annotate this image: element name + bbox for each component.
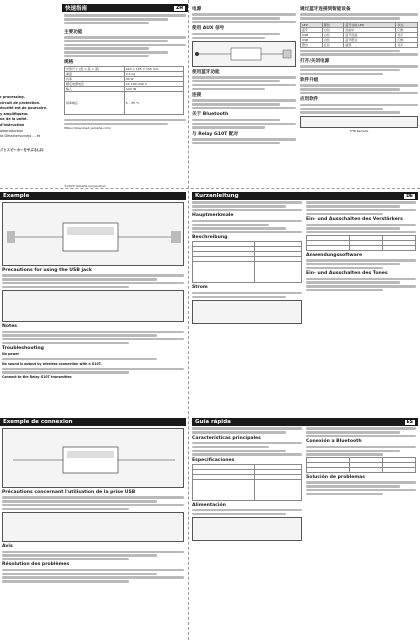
strip-note: ジとスピーカーをやぶる(ぶ) <box>0 147 44 152</box>
cell: 白色 <box>322 37 344 42</box>
de-h-0: Hauptmerkmale <box>192 213 234 219</box>
cell: 蓝牙 <box>301 27 323 32</box>
table-row <box>307 245 416 250</box>
spec-key: 频率响应 <box>65 92 125 115</box>
strip-line-4: ue de la unité. <box>0 117 28 122</box>
spec-key: 额定电源电压 <box>65 82 125 87</box>
led-status-table <box>300 22 418 48</box>
connection-example-panel-en <box>0 192 186 412</box>
tw-update-title: 软件升级 <box>300 78 319 84</box>
zh-title-bar <box>62 4 188 12</box>
fr-notes-title: Avis <box>2 544 13 550</box>
cell: 闪烁 <box>396 37 418 42</box>
zh-bt-title: 使用蓝牙功能 <box>192 69 220 75</box>
zh-reset-title: 关于 Bluetooth <box>192 112 229 118</box>
kurzanleitung-panel <box>192 192 418 412</box>
fr-amp-diagram-svg <box>3 429 185 487</box>
es-title: Guía rápida <box>195 419 231 425</box>
tw-open-title: 打开/关闭电源 <box>300 58 330 64</box>
de-spec-table <box>192 241 302 283</box>
spec-value: 4.4 kg <box>124 72 183 77</box>
zh-quick-guide-panel <box>62 4 188 184</box>
de-h-2: Strom <box>192 285 208 291</box>
en-title: Example <box>3 193 30 199</box>
fr-title: Exemple de connexion <box>3 419 73 425</box>
spec-key: 功率 <box>65 77 125 82</box>
spec-value: AC 100–240 V <box>124 82 183 87</box>
zh-tag: ZH <box>175 5 183 11</box>
zh-spec-title: 规格 <box>64 60 74 66</box>
cell: 警告 <box>301 42 323 47</box>
col-header: 状态 <box>396 22 418 27</box>
table-row <box>307 468 416 473</box>
usb-figure <box>2 290 184 322</box>
zh-connect-title: 连接 <box>192 93 202 99</box>
en-precautions-title: Precautions for using the USB jack <box>2 268 92 273</box>
es-led-table <box>306 457 416 473</box>
fold-line-horizontal <box>0 188 420 189</box>
en-trouble-item-1: No sound is output by wireless connection with a G10T. <box>2 361 102 366</box>
strip-line-2: écurité est de pourcoire. <box>0 106 48 111</box>
es-tag: ES <box>406 419 413 425</box>
es-spec-table <box>192 464 302 501</box>
bt-connection-panel <box>300 4 418 184</box>
top-left-strip <box>0 0 60 190</box>
cell: 亮灯 <box>396 42 418 47</box>
de-h-5: Ein- und Ausschalten des Tones <box>306 271 388 277</box>
cell: 错误 <box>344 42 396 47</box>
zh-intro <box>62 12 188 27</box>
de-h-1: Beschreibung <box>192 235 228 241</box>
copyright: ©2020 Yamaha Corporation <box>64 184 107 188</box>
en-title-bar <box>0 192 186 200</box>
strip-line-0: r processing. <box>0 95 25 99</box>
fr-trouble-title: Résolution des problèmes <box>2 562 70 568</box>
table-row <box>301 42 418 47</box>
col-header: 颜色 <box>322 22 344 27</box>
de-h-4: Anwendungssoftware <box>306 252 363 258</box>
cell: 亮灯 <box>396 32 418 37</box>
fr-usb-figure <box>2 512 184 542</box>
de-title: Kurzanleitung <box>195 193 239 199</box>
spec-value: 420 × 195 × 155 mm <box>124 67 183 72</box>
cell: USB <box>301 32 323 37</box>
connection-example-panel-fr <box>0 418 186 640</box>
zh-footnote <box>62 115 188 132</box>
de-title-bar <box>192 192 418 200</box>
en-notes-title: Notes <box>2 324 18 330</box>
connection-diagram <box>192 41 296 67</box>
en-trouble-item-0: No power <box>2 352 20 357</box>
zh-features-list <box>62 36 188 57</box>
cell: 白色 <box>322 27 344 32</box>
cell: 蓝牙连接 <box>344 32 396 37</box>
cell: 蓝牙配对 <box>344 37 396 42</box>
zh-spec-table <box>64 66 184 115</box>
cell: 白色 <box>322 32 344 37</box>
spec-key: 重量 <box>65 72 125 77</box>
es-h-3: Conexión a Bluetooth <box>306 439 362 445</box>
strip-line-7: ta Dessinervicnejo ... et <box>0 134 41 139</box>
de-tag: DE <box>406 193 413 199</box>
zh-features-title: 主要功能 <box>64 29 83 35</box>
fold-line-vertical <box>188 0 189 640</box>
col-header: 蓝牙功能 LED <box>344 22 396 27</box>
es-h-0: Características principales <box>192 435 261 441</box>
spec-value: AUX IN <box>124 87 183 92</box>
zh-aux-title: 使用 AUX 信号 <box>192 26 225 32</box>
amp-diagram-svg <box>3 203 185 265</box>
spec-value: 5 – 35 °C <box>124 92 183 115</box>
zh-usage-panel <box>192 4 296 184</box>
de-h-3: Ein- und Ausschalten des Verstärkers <box>306 217 403 223</box>
es-h-4: Solución de problemas <box>306 475 365 481</box>
en-trouble-item-2: Connect to the Relay G10T transmitter. <box>2 375 73 380</box>
en-trouble-title: Troubleshooting <box>2 346 44 352</box>
wiring-diagram-svg <box>193 42 295 66</box>
table-row <box>193 479 302 500</box>
thr-remote-label: THR Remote <box>349 128 369 133</box>
es-title-bar <box>192 418 418 426</box>
table-row <box>193 262 302 283</box>
es-h-2: Alimentación <box>192 502 226 508</box>
de-led-table <box>306 235 416 251</box>
table-row <box>65 92 184 115</box>
cell: USB <box>301 37 323 42</box>
zh-title: 快速指南 <box>65 6 88 12</box>
strip-line-1: circuit de protection. <box>0 100 41 105</box>
amp-connection-figure <box>2 202 184 266</box>
thr-remote-box <box>300 116 418 133</box>
de-power-figure <box>192 300 302 324</box>
strip-line-3: y amplifiqueur. <box>0 111 29 116</box>
es-h-1: Especificaciones <box>192 457 235 463</box>
fr-amp-figure <box>2 428 184 488</box>
spec-key: 外形尺寸 (宽 × 高 × 深) <box>65 67 125 72</box>
cell: 红色 <box>322 42 344 47</box>
tw-title: 通过蓝牙连接到智能设备 <box>300 7 351 12</box>
cell: 闪烁 <box>396 27 418 32</box>
col-header: LED <box>301 22 323 27</box>
spec-value: 30 W <box>124 77 183 82</box>
strip-line-6: oleproduction <box>0 128 24 133</box>
fr-title-bar <box>0 418 186 426</box>
spec-key: 输入 <box>65 87 125 92</box>
fr-precautions-title: Précautions concernant l'utilisation de la prise USB <box>2 490 136 495</box>
zh-g10-title: 与 Relay G10T 配对 <box>192 131 239 137</box>
es-power-figure <box>192 517 302 541</box>
strip-line-5: d'instruction <box>0 122 25 127</box>
tw-app-title: 应用软件 <box>300 97 319 103</box>
zh-power-title: 电源 <box>192 7 202 12</box>
guia-rapida-panel <box>192 418 418 640</box>
cell: 连接中 <box>344 27 396 32</box>
zh-url: https://download.yamaha.com/ <box>64 126 111 131</box>
